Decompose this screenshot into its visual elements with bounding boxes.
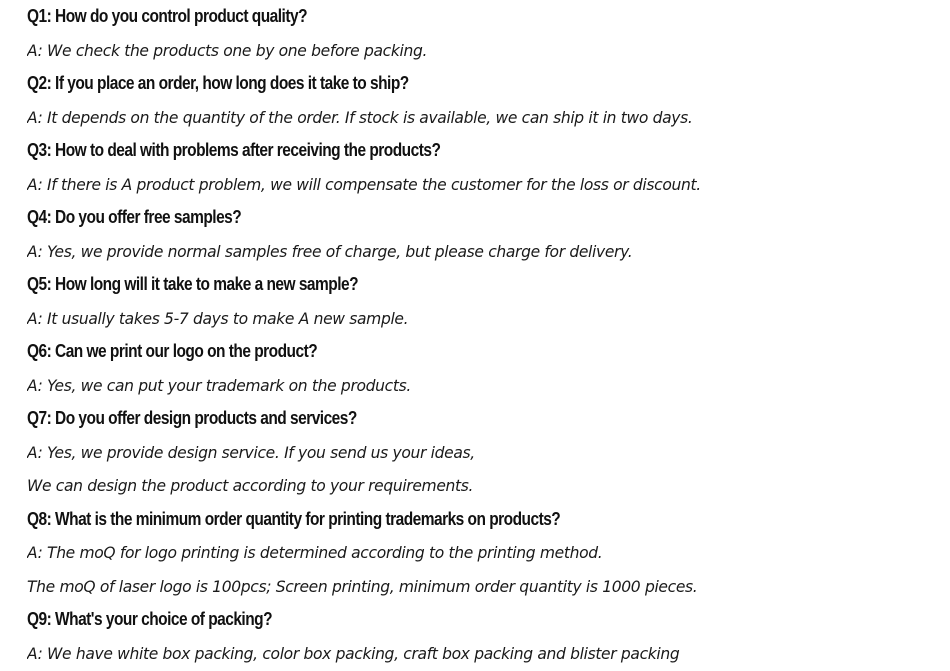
faq-question-8: Q8: What is the minimum order quantity for printing trademarks on products? (27, 508, 561, 529)
faq-question-9: Q9: What's your choice of packing? (27, 609, 273, 629)
faq-answer-1: A: We check the products one by one before packing. (27, 40, 428, 60)
faq-answer-2: A: It depends on the quantity of the order. If stock is available, we can ship it in two days. (27, 107, 693, 127)
faq-question-6: Q6: Can we print our logo on the product? (27, 341, 318, 361)
faq-question-1: Q1: How do you control product quality? (27, 6, 308, 26)
faq-question-3: Q3: How to deal with problems after receiving the products? (27, 140, 441, 160)
faq-answer-7-line-1: A: Yes, we provide design service. If you send us your ideas, (27, 442, 475, 462)
faq-answer-9: A: We have white box packing, color box packing, craft box packing and blister packing (27, 643, 680, 663)
faq-question-7: Q7: Do you offer design products and services? (27, 408, 357, 428)
faq-answer-3: A: If there is A product problem, we will compensate the customer for the loss or discount. (27, 174, 701, 194)
faq-answer-4: A: Yes, we provide normal samples free of charge, but please charge for delivery. (27, 241, 633, 261)
faq-list (27, 0, 937, 670)
faq-answer-5: A: It usually takes 5-7 days to make A new sample. (27, 308, 409, 328)
faq-question-5: Q5: How long will it take to make a new sample? (27, 274, 359, 294)
faq-answer-8-line-1: A: The moQ for logo printing is determined according to the printing method. (27, 543, 603, 562)
faq-answer-8-line-2: The moQ of laser logo is 100pcs; Screen printing, minimum order quantity is 1000 pieces. (27, 576, 698, 596)
faq-question-4: Q4: Do you offer free samples? (27, 207, 242, 227)
faq-question-2: Q2: If you place an order, how long does it take to ship? (27, 73, 409, 93)
faq-answer-7-line-2: We can design the product according to your requirements. (27, 476, 474, 495)
faq-answer-6: A: Yes, we can put your trademark on the products. (27, 375, 411, 395)
